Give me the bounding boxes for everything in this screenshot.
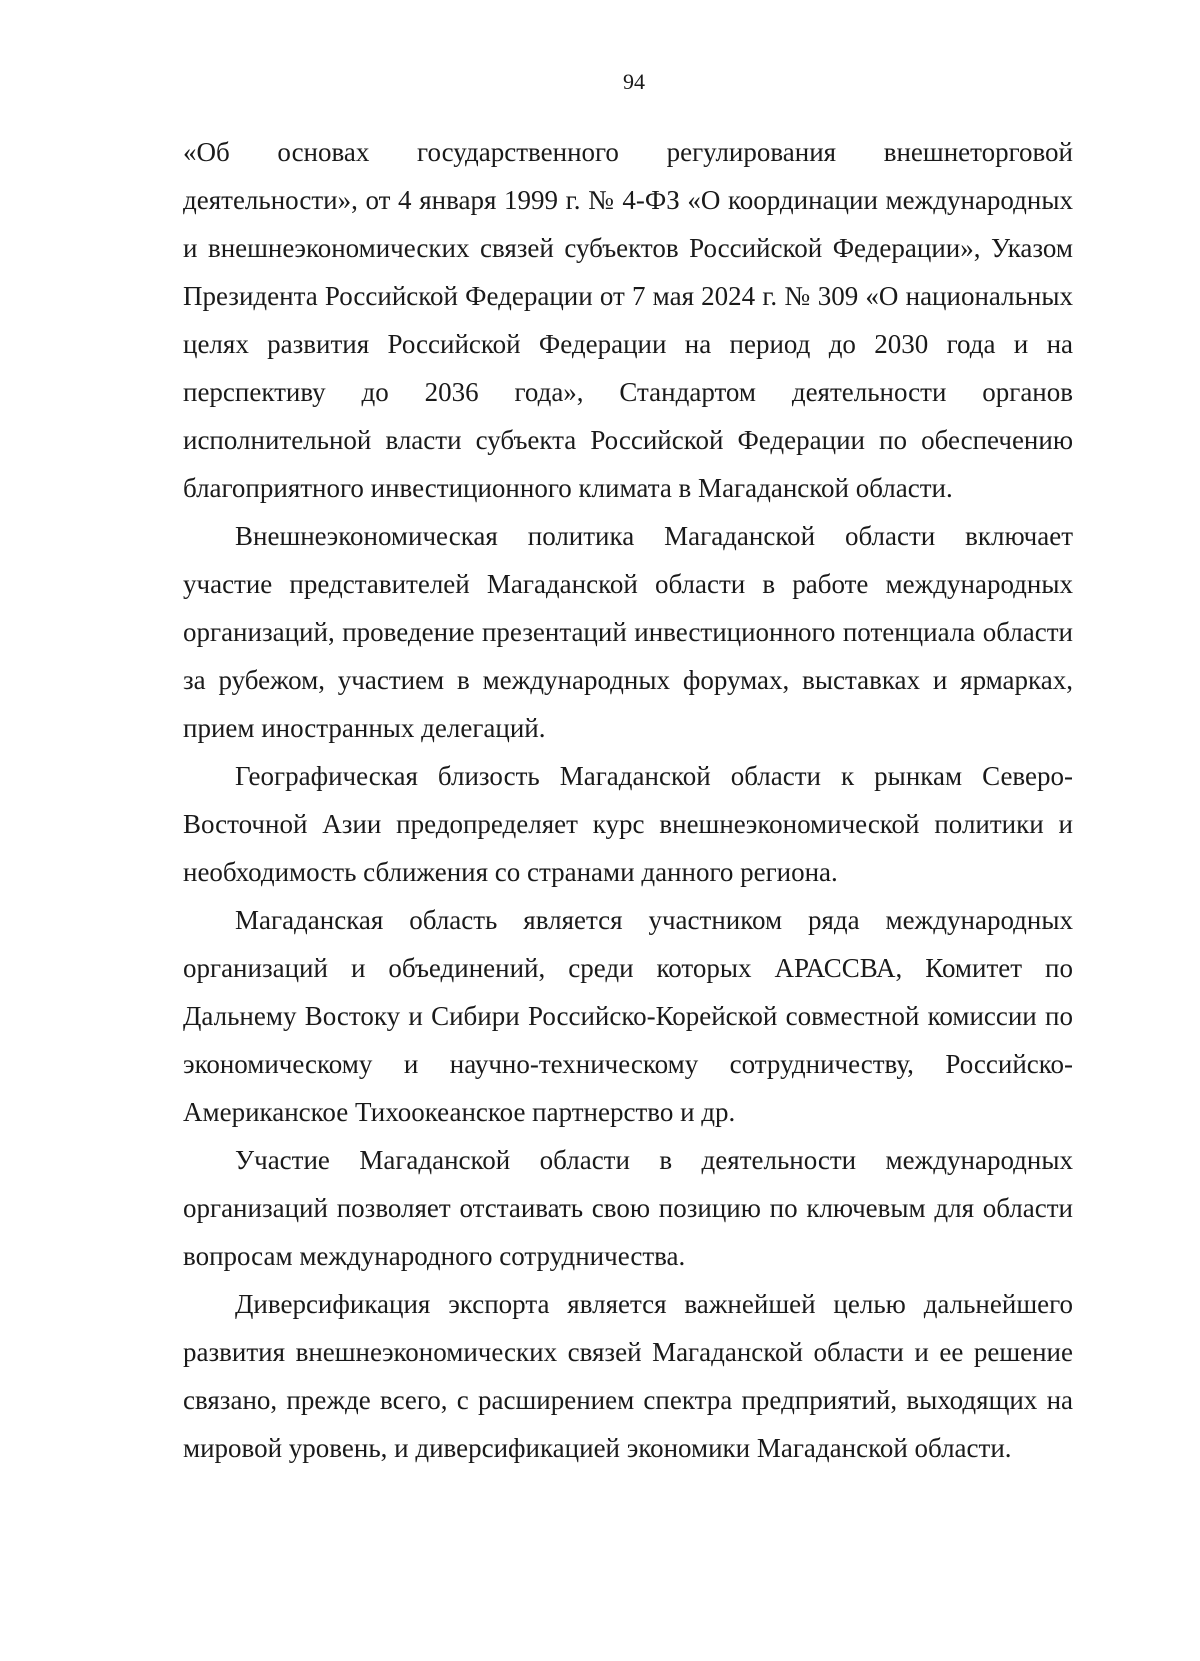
paragraph-legal-basis: «Об основах государственного регулирования внешнеторговой деятельности», от 4 января 1999 г. № 4-ФЗ «О координации международных и внешнеэкономических связей субъектов Российской Федерации», Указом Президента Российской Федерации от 7 мая 2024 г. № 309 «О национальных целях развития Российской Федерации на период до 2030 года и на перспективу до 2036 года», Стандартом деятельности органов исполнительной власти субъекта Российской Федерации по обеспечению благоприятного инвестиционного климата в Магаданской области. [183,137,1073,503]
document-body [183,128,1073,1472]
paragraph-export-diversification: Диверсификация экспорта является важнейшей целью дальнейшего развития внешнеэкономических связей Магаданской области и ее решение связано, прежде всего, с расширением спектра предприятий, выходящих на мировой уровень, и диверсификацией экономики Магаданской области. [183,1289,1073,1463]
paragraph-international-organizations: Магаданская область является участником ряда международных организаций и объединений, среди которых АРАССВА, Комитет по Дальнему Востоку и Сибири Российско-Корейской совместной комиссии по экономическому и научно-техническому сотрудничеству, Российско-Американское Тихоокеанское партнерство и др. [183,905,1073,1127]
page-number: 94 [623,69,645,94]
paragraph-foreign-economic-policy: Внешнеэкономическая политика Магаданской области включает участие представителей Магаданской области в работе международных организаций, проведение презентаций инвестиционного потенциала области за рубежом, участием в международных форумах, выставках и ярмарках, прием иностранных делегаций. [183,521,1073,743]
paragraph-participation: Участие Магаданской области в деятельности международных организаций позволяет отстаивать свою позицию по ключевым для области вопросам международного сотрудничества. [183,1145,1073,1271]
paragraph-geographic-proximity: Географическая близость Магаданской области к рынкам Северо-Восточной Азии предопределяет курс внешнеэкономической политики и необходимость сближения со странами данного региона. [183,761,1073,887]
